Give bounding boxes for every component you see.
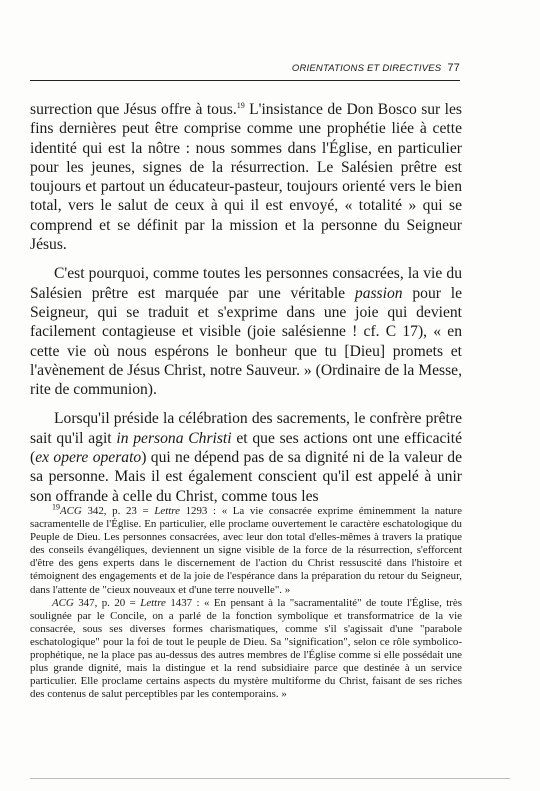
paragraph-3 [30,409,462,505]
footnotes [30,502,463,701]
paragraph-2-emphasis: passion [354,284,403,302]
footnote-source: ACG [52,596,74,609]
paragraph-2-text-b: pour le Seigneur, qui se traduit et s'exprime dans une joie qui devient facilement contagieuse et visible (joie salésienne ! cf. C 17), « en cette vie où nous espérons le bonheur que tu [Dieu] promets et l'avènement de Jésus Christ, notre Sauveur. » (Ordinaire de la Messe, rite de communion). [30,284,462,399]
main-text [30,100,462,506]
footnote-number: 19 [52,502,60,512]
paragraph-1 [30,100,462,254]
running-header [30,62,460,74]
paragraph-3-text-c: ) qui ne dépend pas de sa dignité ni de la valeur de sa personne. Mais il est également conscient qu'il est appelé à unir son offrande à celle du Christ, comme tous les [30,449,463,505]
footnote-source: Lettre [154,505,180,517]
footnote-ref-19: 19 [236,100,245,110]
bottom-edge-line [30,778,510,779]
footnote-19 [30,502,463,597]
header-rule [30,80,460,81]
footnote-text: 347, p. 20 = [73,596,141,609]
paragraph-1-text-b: L'insistance de Don Bosco sur les fins dernières peut être comprise comme une prophétie liée à cette identité qui est la nôtre : nous sommes dans l'Église, en particulier pour les jeunes, signes de la résurrection. Le Salésien prêtre est toujours et partout un éducateur-pasteur, toujours orienté vers le bien total, vers le salut de ceux à qui il est envoyé, « totalité » qui se comprend et se définit par la mission et la personne du Seigneur Jésus. [30,101,462,254]
paragraph-3-text-b: et que ses actions ont une efficacité ( [30,429,462,467]
paragraph-2-text-a: C'est pourquoi, comme toutes les personnes consacrées, la vie du Salésien prêtre est marquée par une véritable [30,265,462,302]
page-number: 77 [447,62,460,74]
footnote-text: 1293 : « La vie consacrée exprime éminemment la nature sacramentelle de l'Église. En particulier, elle proclame ouvertement le caractère eschatologique du Peuple de Dieu. Les personnes consacrées, avec leur don total d'elles-mêmes à travers la pratique des conseils évangéliques, deviennent un signe visible de la force de la résurrection, s'efforcent d'être des gens experts dans le discernement de l'action du Christ ressuscité dans l'histoire et témoignent des engagements et de la joie de l'espérance dans la préparation du retour du Seigneur, dans l'attente de "cieux nouveaux et d'une terre nouvelle". » [30,505,463,596]
paragraph-3-text-a: Lorsqu'il préside la célébration des sacrements, le confrère prêtre sait qu'il agit [30,410,462,447]
footnote-text: 342, p. 23 = [81,505,155,517]
paragraph-1-text-a: surrection que Jésus offre à tous. [30,101,237,118]
paragraph-3-emphasis-1: in persona Christi [116,429,232,447]
running-title: ORIENTATIONS ET DIRECTIVES [291,63,442,74]
footnote-source: Lettre [140,596,166,609]
footnote-text: 1437 : « En pensant à la "sacramentalité" de toute l'Église, très soulignée par le Concile, on a parlé de la fonction symbolique et transformatrice de la vie consacrée, sous ses diverses formes charismatiques, comme s'il s'agissait d'une "parabole eschatologique" pour la foi de tout le peuple de Dieu. Sa "signification", selon ce rôle symbolico-prophétique, ne la place pas au-dessus des autres membres de l'Église comme si elle possédait une plus grande dignité, mais la distingue et la rend subsidiaire parce que destinée à un service particulier. Elle proclame certains aspects du mystère multiforme du Christ, faisant de ses riches des contenus de salut perceptibles par les contemporains. » [30,596,462,701]
footnote-19-continued [30,597,462,702]
paragraph-2 [30,264,462,399]
paragraph-3-emphasis-2: ex opere operato [35,449,142,467]
footnote-source: ACG [60,505,82,517]
